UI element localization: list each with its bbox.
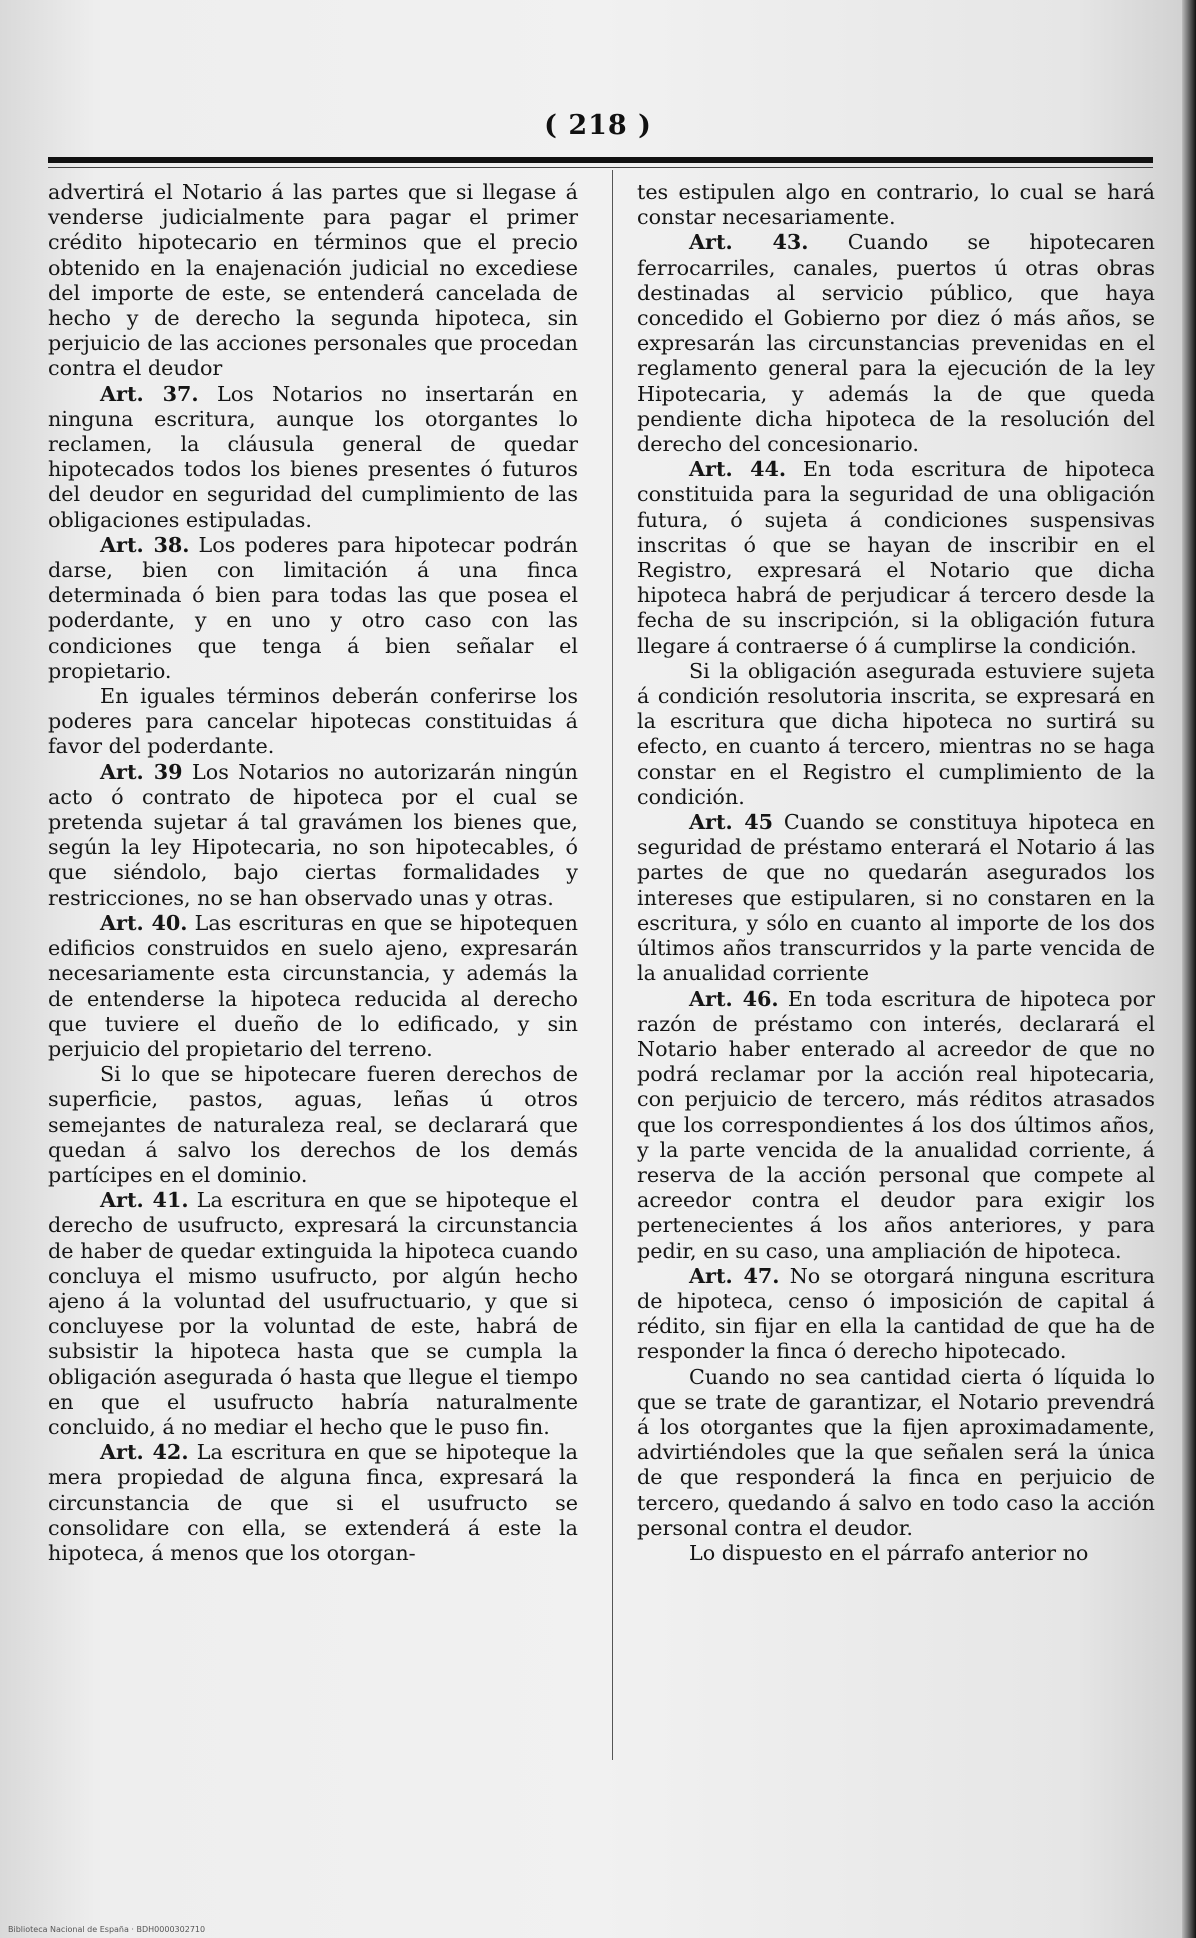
article-number: Art. 38. (100, 532, 190, 557)
paragraph (48, 1188, 578, 1440)
paragraph (637, 1541, 1155, 1566)
paragraph-text: Si la obligación asegurada estuviere sujeta á condición resolutoria inscrita, se expresará en la escritura que dicha hipoteca no surtirá su efecto, en cuanto á tercero, mientras no se haga constar en el Registro el cumplimiento de la condición. (637, 658, 1155, 809)
article-number: Art. 43. (689, 230, 809, 255)
paragraph-text: Los Notarios no autorizarán ningún acto ó contrato de hipoteca por el cual se pretenda sujetar á tal gravámen los bienes que, según la ley Hipotecaria, no son hipotecables, ó que siéndolo, bajo ciertas formalidades y restricciones, no se han observado unas y otras. (48, 759, 579, 910)
paragraph (48, 180, 578, 382)
paragraph-text: Cuando se hipotecaren ferrocarriles, canales, puertos ú otras obras destinadas al servicio público, que haya concedido el Gobierno por diez ó más años, se expresarán las circunstancias prevenidas en el reglamento general para la ejecución de la ley Hipotecaria, y además la de que queda pendiente dicha hipoteca de la resolución del derecho del concesionario. (637, 230, 1156, 457)
paragraph-text: En toda escritura de hipoteca constituida para la seguridad de una obligación futura, ó sujeta á condiciones suspensivas inscritas ó que se hayan de inscribir en el Registro, expresará el Notario que dicha hipoteca habrá de perjudicar á tercero desde la fecha de su inscripción, si la obligación futura llegare á contraerse ó á cumplirse la condición. (637, 457, 1155, 658)
paragraph (637, 1264, 1155, 1365)
paragraph (48, 684, 578, 760)
article-number: Art. 39 (100, 759, 183, 784)
article-number: Art. 37. (100, 381, 199, 406)
paragraph (48, 911, 578, 1062)
paragraph (637, 987, 1155, 1264)
paragraph (637, 1365, 1155, 1541)
paragraph (48, 1440, 578, 1566)
article-number: Art. 45 (689, 810, 773, 835)
article-number: Art. 42. (100, 1440, 189, 1465)
page-edge-shadow (1182, 0, 1196, 1938)
header-rule-thin (48, 167, 1153, 168)
paragraph-text: Las escrituras en que se hipotequen edificios construidos en suelo ajeno, expresarán necesariamente esta circunstancia, y además la de entenderse la hipoteca reducida al derecho que tuviere el dueño de lo edificado, y sin perjuicio del propietario del terreno. (48, 910, 579, 1061)
article-number: Art. 44. (689, 457, 787, 482)
article-number: Art. 40. (100, 910, 188, 935)
paragraph-text: En iguales términos deberán conferirse los poderes para cancelar hipotecas constituidas á favor del poderdante. (48, 684, 578, 759)
paragraph-text: Cuando no sea cantidad cierta ó líquida lo que se trate de garantizar, el Notario prevendrá á los otorgantes que la fijen aproximadamente, advirtiéndoles que la que señalen será la única de que responderá la finca en perjuicio de tercero, quedando á salvo en todo caso la acción personal contra el deudor. (637, 1364, 1155, 1540)
paragraph-text: Los poderes para hipotecar podrán darse, bien con limitación á una finca determinada ó bien para todas las que posea el poderdante, y en uno y otro caso con las condiciones que tenga á bien señalar el propietario. (48, 532, 578, 683)
paragraph-text: Si lo que se hipotecare fueren derechos de superficie, pastos, aguas, leñas ú otros semejantes de naturaleza real, se declarará que quedan á salvo los derechos de los demás partícipes en el dominio. (48, 1062, 578, 1187)
paragraph-text: En toda escritura de hipoteca por razón de préstamo con interés, declarará el Notario haber enterado al acreedor de que no podrá reclamar por la acción real hipotecaria, con perjuicio de tercero, más réditos atrasados que los correspondientes á los dos últimos años, y la parte vencida de la anualidad corriente, á reserva de la acción personal que compete al acreedor contra el deudor para exigir los pertenecientes á los años anteriores, y para pedir, en su caso, una ampliación de hipoteca. (637, 986, 1156, 1263)
paragraph (637, 180, 1155, 230)
paragraph (48, 1062, 578, 1188)
paragraph-text: No se otorgará ninguna escritura de hipoteca, censo ó imposición de capital á rédito, sin fijar en ella la cantidad de que ha de responder la finca ó derecho hipotecado. (637, 1263, 1156, 1364)
paragraph (48, 533, 578, 684)
header-rule (48, 157, 1153, 163)
page-number: ( 218 ) (544, 110, 652, 141)
paragraph-text: Cuando se constituya hipoteca en seguridad de préstamo enterará el Notario á las partes de que no quedarán asegurados los intereses que estipularen, si no constaren en la escritura, y sólo en cuanto al importe de los dos últimos años transcurridos y la parte vencida de la anualidad corriente (637, 810, 1156, 986)
paragraph-text: advertirá el Notario á las partes que si llegase á venderse judicialmente para pagar el primer crédito hipotecario en términos que el precio obtenido en la enajenación judicial no excediese del importe de este, se entenderá cancelada de hecho y de derecho la segunda hipoteca, sin perjuicio de las acciones personales que procedan contra el deudor (48, 180, 578, 381)
article-number: Art. 46. (689, 986, 779, 1011)
article-number: Art. 41. (100, 1188, 189, 1213)
paragraph-text: La escritura en que se hipoteque el derecho de usufructo, expresará la circunstancia de haber de quedar extinguida la hipoteca cuando concluya el mismo usufructo, por algún hecho ajeno á la voluntad del usufructuario, y que si concluyese por la voluntad de este, habrá de subsistir la hipoteca hasta que se cumpla la obligación asegurada ó hasta que llegue el tiempo en que el usufructo habría naturalmente concluido, á no mediar el hecho que le puso fin. (48, 1188, 579, 1439)
paragraph (637, 230, 1155, 457)
paragraph (637, 810, 1155, 986)
article-number: Art. 47. (689, 1263, 780, 1288)
paragraph-text: Los Notarios no insertarán en ninguna escritura, aunque los otorgantes lo reclamen, la cláusula general de quedar hipotecados todos los bienes presentes ó futuros del deudor en seguridad del cumplimiento de las obligaciones estipuladas. (48, 381, 579, 532)
paragraph (637, 457, 1155, 659)
scan-footer: Biblioteca Nacional de España · BDH0000302710 (8, 1925, 206, 1934)
paragraph-text: Lo dispuesto en el párrafo anterior no (689, 1540, 1089, 1565)
left-column (48, 180, 578, 1566)
paragraph (637, 659, 1155, 810)
right-column (637, 180, 1155, 1566)
paragraph (48, 760, 578, 911)
paragraph-text: La escritura en que se hipoteque la mera propiedad de alguna finca, expresará la circunstancia de que si el usufructo se consolidare con ella, se extenderá á este la hipoteca, á menos que los otorgan- (48, 1440, 578, 1565)
paragraph (48, 382, 578, 533)
paragraph-text: tes estipulen algo en contrario, lo cual se hará constar necesariamente. (637, 180, 1155, 230)
column-divider (612, 170, 613, 1760)
